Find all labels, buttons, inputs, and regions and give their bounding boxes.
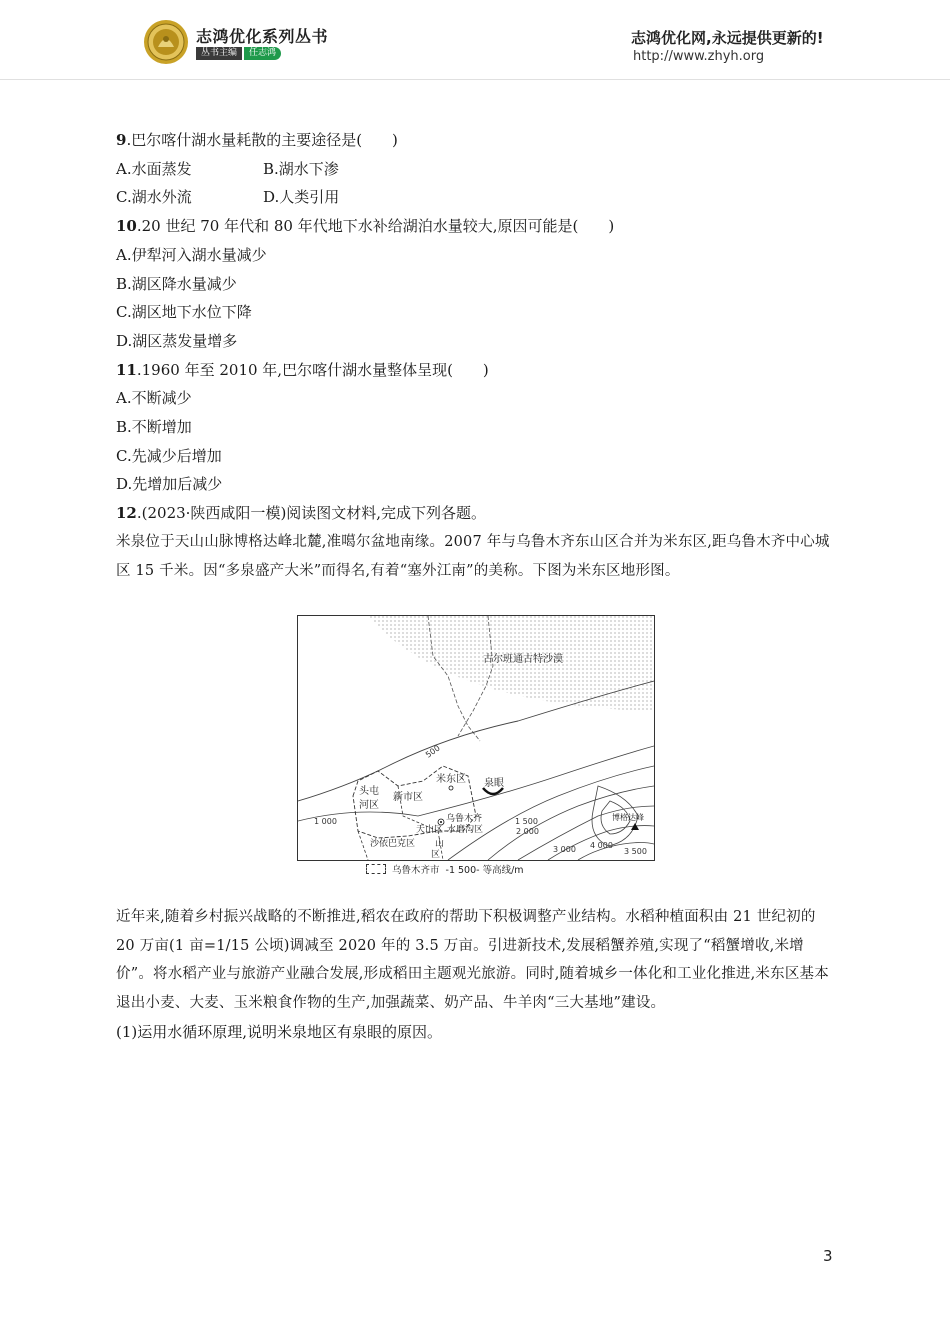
contour-label: 2 000: [516, 827, 539, 836]
gold-seal-logo-icon: [143, 19, 189, 65]
option-b: B.不断增加: [116, 418, 192, 437]
option-d: D.先增加后减少: [116, 475, 223, 494]
option-a: A.伊犁河入湖水量减少: [116, 245, 267, 264]
brand-subtitle: [196, 47, 281, 60]
district-label: 水磨沟区: [447, 825, 484, 835]
contour-label: 500: [423, 743, 442, 760]
option-a: A.水面蒸发: [116, 159, 192, 178]
question-12: 12.(2023·陕西咸阳一模)阅读图文材料,完成下列各题。: [116, 504, 487, 523]
q9-options-row-1: [116, 155, 836, 184]
site-url-link[interactable]: http://www.zhyh.org: [633, 49, 765, 64]
midong-point: [449, 786, 453, 790]
district-label: 天山区: [416, 825, 444, 835]
sub-question-1: (1)运用水循环原理,说明米泉地区有泉眼的原因。: [116, 1022, 443, 1041]
question-11: 11.1960 年至 2010 年,巴尔喀什湖水量整体呈现( ): [116, 360, 489, 379]
contour-label: 3 000: [553, 845, 576, 854]
legend-boundary-icon: [366, 864, 386, 874]
option-d: D.湖区蒸发量增多: [116, 331, 238, 350]
page-number: 3: [823, 1247, 833, 1265]
map-legend: [366, 862, 524, 876]
district-label: 沙依巴克区: [370, 839, 416, 849]
option-b: B.湖水下渗: [263, 159, 339, 178]
editor-name: 任志鸿: [244, 47, 281, 60]
brand-title: 志鸿优化系列丛书: [196, 27, 329, 46]
district-label: 河区: [359, 800, 379, 811]
legend-contour: -1 500- 等高线/m: [445, 865, 524, 876]
option-c: C.先减少后增加: [116, 446, 222, 465]
question-body: [116, 126, 836, 585]
contour-label: 4 000: [590, 841, 613, 850]
city-label: 乌鲁木齐: [446, 814, 483, 824]
option-c: C.湖区地下水位下降: [116, 303, 252, 322]
district-label: 区: [431, 850, 441, 860]
option-b: B.湖区降水量减少: [116, 274, 237, 293]
contour-label: 1 000: [314, 817, 337, 826]
district-label: 山: [435, 839, 445, 849]
editor-label: 丛书主编: [196, 47, 242, 60]
district-label: 米东区: [436, 774, 466, 785]
material-paragraph-2: 近年来,随着乡村振兴战略的不断推进,稻农在政府的帮助下积极调整产业结构。水稻种植面积由 21 世纪初的 20 万亩(1 亩=1/15 公顷)调减至 2020 年的 3.5 万亩。引进新技术,发展稻蟹养殖,实现了“稻蟹增收,米增价”。将水稻产业与旅游产业融合发展,形成稻田主题观光旅游。同时,随着城乡一体化和工业化推进,米东区基本退出小麦、大麦、玉米粮食作物的生产,加强蔬菜、奶产品、牛羊肉“三大基地”建设。: [116, 909, 829, 1012]
site-slogan: 志鸿优化网,永远提供更新的!: [631, 29, 824, 47]
midong-terrain-map: [297, 615, 655, 861]
district-label: 新市区: [393, 792, 423, 803]
district-label: 头屯: [359, 786, 379, 797]
map-figure: [298, 616, 654, 860]
material-paragraph-1: 米泉位于天山山脉博格达峰北麓,准噶尔盆地南缘。2007 年与乌鲁木齐东山区合并为米东区,距乌鲁木齐中心城区 15 千米。因“多泉盛产大米”而得名,有着“塞外江南”的美称。下图为米东区地形图。: [116, 533, 830, 579]
desert-label: 古尔班通古特沙漠: [483, 654, 563, 665]
peak-label: 博格达峰: [612, 813, 644, 822]
question-10: 10.20 世纪 70 年代和 80 年代地下水补给湖泊水量较大,原因可能是( ): [116, 217, 615, 236]
contour-label: 1 500: [515, 817, 538, 826]
material-section-2: [116, 903, 836, 1047]
option-d: D.人类引用: [263, 188, 340, 207]
contour-label: 3 500: [624, 847, 647, 856]
legend-city: 乌鲁木齐市: [392, 865, 440, 876]
spring-label: 泉眼: [484, 778, 504, 789]
option-a: A.不断减少: [116, 389, 192, 408]
option-c: C.湖水外流: [116, 188, 192, 207]
question-9: 9.巴尔喀什湖水量耗散的主要途径是( ): [116, 131, 398, 149]
q9-options-row-2: [116, 183, 836, 212]
header-divider: [0, 79, 950, 80]
page-header: [0, 0, 950, 80]
